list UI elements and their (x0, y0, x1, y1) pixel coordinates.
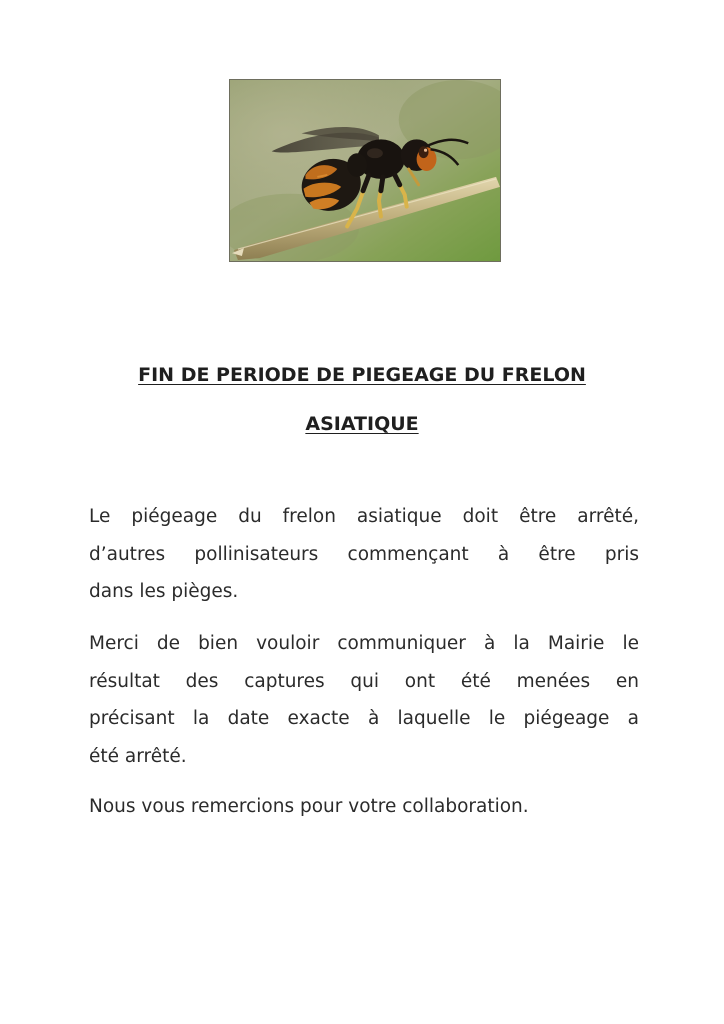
paragraph-2 (89, 625, 639, 775)
title-line-2: ASIATIQUE (305, 413, 419, 435)
paragraph-1-line: Le piégeage du frelon asiatique doit être arrêté, (89, 506, 639, 527)
paragraph-1-line: dans les pièges. (89, 581, 239, 602)
hornet-photo (229, 79, 501, 262)
paragraph-3-line: Nous vous remercions pour votre collaboration. (89, 796, 529, 817)
paragraph-2-line: résultat des captures qui ont été menées en (89, 670, 639, 692)
paragraph-2-line: Merci de bien vouloir communiquer à la Mairie le (89, 633, 639, 654)
paragraph-2-line: été arrêté. (89, 745, 187, 767)
paragraph-2-line: précisant la date exacte à laquelle le piégeage a (89, 708, 639, 729)
asian-hornet-photo-icon (230, 80, 500, 261)
paragraph-1-line: d’autres pollinisateurs commençant à être pris (89, 543, 639, 565)
title-line-1: FIN DE PERIODE DE PIEGEAGE DU FRELON (138, 364, 586, 386)
paragraph-1 (89, 498, 639, 611)
paragraph-3 (89, 788, 639, 826)
